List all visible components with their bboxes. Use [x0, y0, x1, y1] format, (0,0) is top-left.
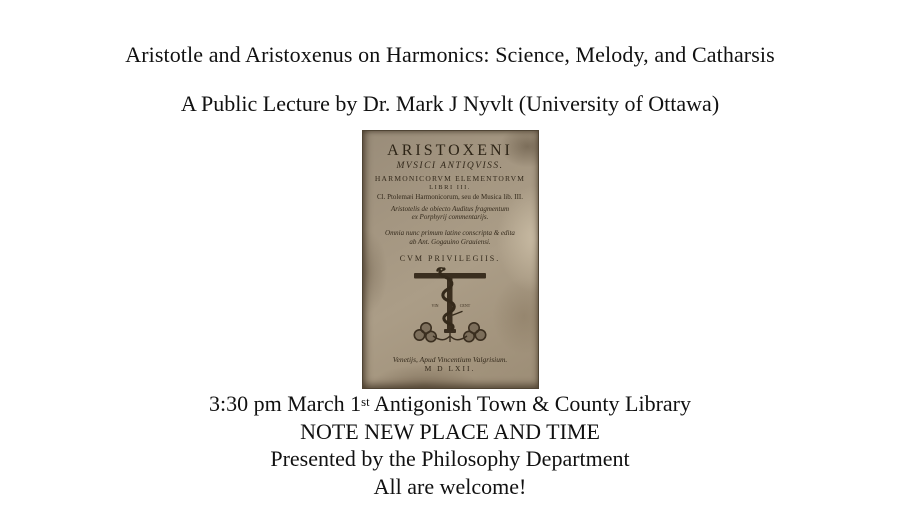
note-line: NOTE NEW PLACE AND TIME [300, 418, 600, 444]
book-ptolemy-line: Cl. Ptolemæi Harmonicorum, seu de Musica lib. III. [376, 192, 523, 201]
emblem-text-right: CENT [459, 303, 471, 308]
book-privilege-line: CVM PRIVILEGIIS. [399, 254, 501, 263]
event-time-place-line [0, 390, 900, 418]
book-series-line: HARMONICORVM ELEMENTORVM [374, 173, 526, 183]
lecture-title: Aristotle and Aristoxenus on Harmonics: Science, Melody, and Catharsis [125, 42, 775, 67]
event-time-date: 3:30 pm March 1 [208, 391, 362, 416]
ordinal-suffix: st [361, 395, 370, 410]
book-subtitle: MVSICI ANTIQVISS. [396, 161, 504, 171]
emblem-text-left: VIN [431, 303, 439, 308]
event-details [0, 390, 900, 500]
lecture-subtitle: A Public Lecture by Dr. Mark J Nyvlt (University of Ottawa) [180, 91, 720, 116]
book-year-line: M D LXII. [424, 364, 476, 373]
book-aristotle-line1: Aristotelis de obiecto Auditus fragmentum [390, 204, 510, 213]
base-stems [433, 333, 467, 342]
book-title-page-image [362, 130, 539, 389]
serpent-tau-cross-emblem-icon [411, 266, 489, 348]
book-aristotle-line2: ex Porphyrij commentarijs. [411, 213, 489, 221]
book-imprint-line: Venetijs, Apud Vincentium Valgrisium. [392, 355, 508, 364]
printers-device [411, 266, 489, 353]
presenter-line: Presented by the Philosophy Department [270, 446, 630, 471]
serpent-eye [441, 269, 443, 271]
book-omnia-line2: ab Ant. Gogauino Grauiensi. [409, 237, 491, 246]
welcome-line: All are welcome! [373, 473, 527, 499]
book-libri-line: LIBRI III. [429, 183, 471, 191]
book-main-title: ARISTOXENI [387, 142, 513, 159]
event-venue: Antigonish Town & County Library [369, 391, 691, 416]
book-omnia-line1: Omnia nunc primum latine conscripta & edita [385, 229, 515, 237]
